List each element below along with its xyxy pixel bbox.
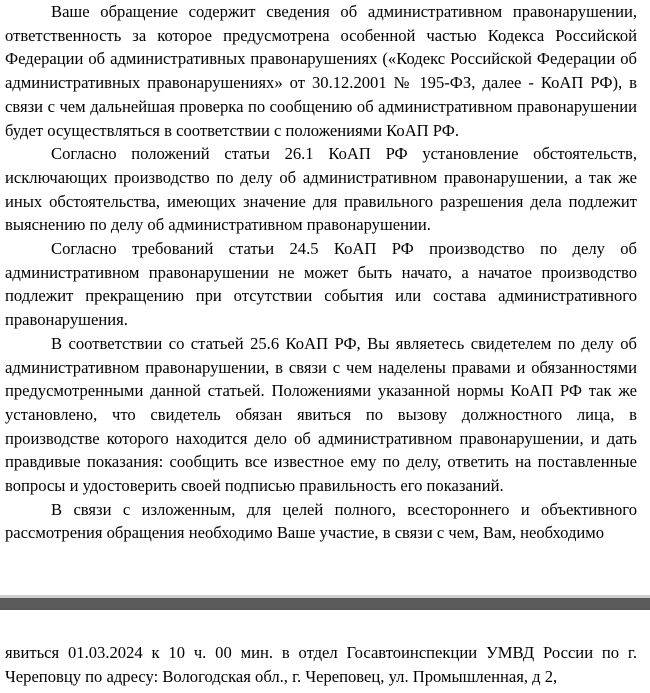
paragraph-article-25-6: В соответствии со статьей 25.6 КоАП РФ, Вы являетесь свидетелем по делу об административном правонарушении, в связи с чем наделены правами и обязанностями предусмотренными данной статьей. Положениями указанной нормы КоАП РФ так же установлено, что свидетель обязан явиться по вызову должностного лица, в производстве которого находится дело об административном правонарушении, и дать правдивые показания: сообщить все известное ему по делу, ответить на поставленные вопросы и удостоверить своей подписью правильность его показаний. (5, 333, 637, 496)
paragraph-violation-info: Ваше обращение содержит сведения об административном правонарушении, ответственность за которое предусмотрена особенной частью Кодекса Российской Федерации об административных правонарушениях («Кодекс Российской Федерации об административных правонарушениях» от 30.12.2001 № 195-ФЗ, далее - КоАП РФ), в связи с чем дальнейшая проверка по сообщению об административном правонарушении будет осуществляться в соответствии с положениями КоАП РФ. (5, 2, 637, 140)
paragraph-participation-required: В связи с изложенным, для целей полного, всестороннего и объективного рассмотрения обращения необходимо Ваше участие, в связи с чем, Вам, необходимо (5, 499, 637, 543)
paragraph-appearance-details: явиться 01.03.2024 к 10 ч. 00 мин. в отдел Госавтоинспекции УМВД России по г. Череповцу по адресу: Вологодская обл., г. Череповец, ул. Промышленная, д 2, (5, 643, 637, 686)
paragraph-article-26-1: Согласно положений статьи 26.1 КоАП РФ установление обстоятельств, исключающих производство по делу об административном правонарушении, а так же иных обстоятельства, имеющих значение для правильного разрешения дела подлежит выяснению по делу об административном правонарушении. (5, 144, 637, 235)
paragraph-article-24-5: Согласно требований статьи 24.5 КоАП РФ производство по делу об административном правонарушении не может быть начато, а начатое производство подлежит прекращению при отсутствии события или состава административного правонарушения. (5, 239, 637, 330)
page-break-divider (0, 598, 650, 610)
document-page-lower (0, 641, 650, 688)
